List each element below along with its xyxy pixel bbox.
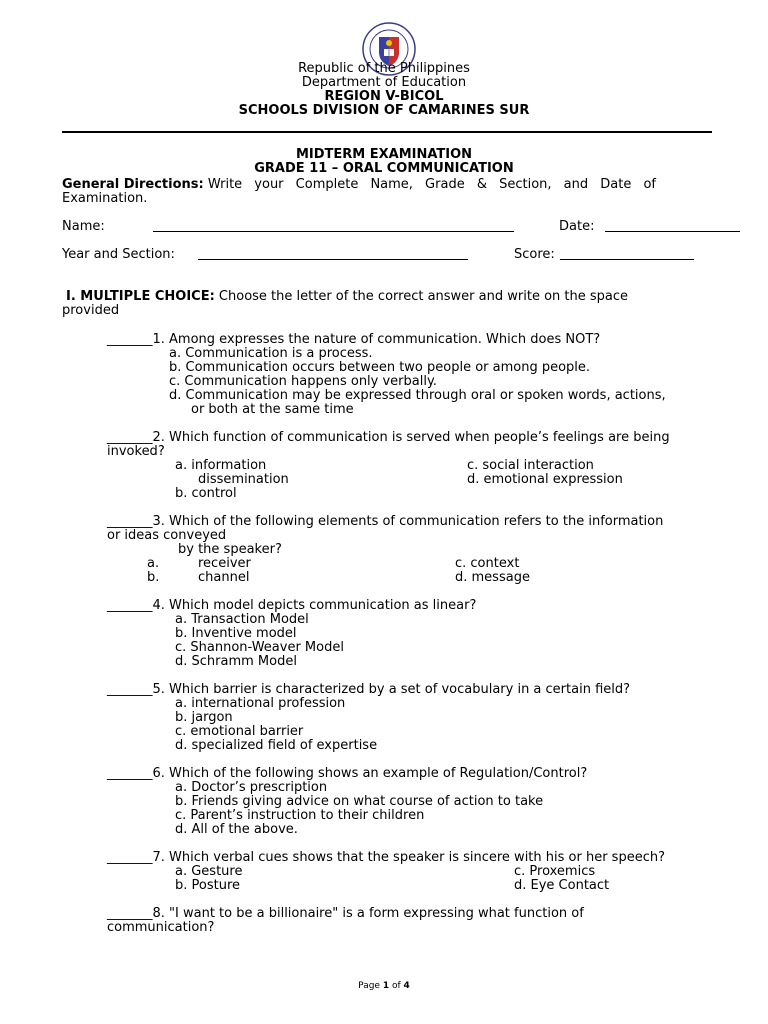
q5-option-a: a. international profession	[175, 696, 346, 711]
answer-blank-5[interactable]: _______	[107, 682, 153, 697]
answer-blank-3[interactable]: _______	[107, 514, 153, 529]
exam-title: MIDTERM EXAMINATION	[295, 147, 473, 162]
section1-instruction-cont: provided	[62, 303, 120, 318]
directions-text: Write your Complete Name, Grade & Section, and Date of	[207, 177, 656, 192]
question-2-stem: 2. Which function of communication is served when people’s feelings are being	[152, 430, 670, 445]
q1-option-d-cont: or both at the same time	[191, 402, 354, 417]
year-section-label: Year and Section:	[62, 247, 175, 262]
question-4-stem: 4. Which model depicts communication as linear?	[152, 598, 477, 613]
score-field[interactable]	[560, 248, 694, 260]
question-3	[107, 515, 663, 529]
directions-label: General Directions:	[62, 177, 204, 192]
question-3-stem-cont: or ideas conveyed	[107, 528, 227, 543]
answer-blank-2[interactable]: _______	[107, 430, 153, 445]
q1-option-c: c. Communication happens only verbally.	[169, 374, 437, 389]
general-directions	[62, 178, 712, 192]
page-footer	[0, 979, 768, 993]
q4-option-c: c. Shannon-Weaver Model	[175, 640, 344, 655]
question-3-stem-cont2: by the speaker?	[178, 542, 282, 557]
question-8	[107, 907, 584, 921]
question-6	[107, 767, 587, 781]
q1-option-d: d. Communication may be expressed through oral or spoken words, actions,	[169, 388, 666, 403]
page-total: 4	[403, 981, 410, 991]
q3-option-a-letter: a.	[147, 556, 160, 571]
of-word: of	[391, 981, 401, 991]
section1-label: I. MULTIPLE CHOICE:	[66, 289, 215, 304]
date-field[interactable]	[605, 220, 740, 232]
question-4	[107, 599, 476, 613]
question-6-stem: 6. Which of the following shows an example of Regulation/Control?	[152, 766, 588, 781]
answer-blank-8[interactable]: _______	[107, 906, 153, 921]
question-2	[107, 431, 670, 445]
question-5	[107, 683, 630, 697]
date-label: Date:	[559, 219, 595, 234]
q2-option-b: b. control	[175, 486, 237, 501]
page-number: 1	[382, 981, 390, 991]
q2-option-a: a. information	[175, 458, 267, 473]
q3-option-a: receiver	[198, 556, 251, 571]
division-line: SCHOOLS DIVISION OF CAMARINES SUR	[238, 103, 530, 118]
question-7-stem: 7. Which verbal cues shows that the speaker is sincere with his or her speech?	[152, 850, 665, 865]
question-5-stem: 5. Which barrier is characterized by a set of vocabulary in a certain field?	[152, 682, 631, 697]
region-line: REGION V-BICOL	[324, 89, 444, 104]
question-1	[107, 333, 600, 347]
q2-option-c: c. social interaction	[467, 458, 594, 473]
q4-option-d: d. Schramm Model	[175, 654, 297, 669]
q3-option-d: d. message	[455, 570, 530, 585]
question-7	[107, 851, 665, 865]
name-field[interactable]	[153, 220, 514, 232]
q1-option-a: a. Communication is a process.	[169, 346, 373, 361]
department-line: Department of Education	[301, 75, 467, 90]
question-2-stem-cont: invoked?	[107, 444, 165, 459]
q7-option-d: d. Eye Contact	[514, 878, 610, 893]
question-1-stem: 1. Among expresses the nature of communication. Which does NOT?	[152, 332, 601, 347]
q5-option-d: d. specialized field of expertise	[175, 738, 378, 753]
question-3-stem: 3. Which of the following elements of communication refers to the information	[152, 514, 664, 529]
q3-option-b-letter: b.	[147, 570, 160, 585]
q7-option-a: a. Gesture	[175, 864, 243, 879]
q4-option-b: b. Inventive model	[175, 626, 297, 641]
q4-option-a: a. Transaction Model	[175, 612, 309, 627]
answer-blank-7[interactable]: _______	[107, 850, 153, 865]
directions-text-cont: Examination.	[62, 191, 148, 206]
q3-option-b: channel	[198, 570, 250, 585]
q5-option-b: b. jargon	[175, 710, 233, 725]
q2-option-a-cont: dissemination	[198, 472, 289, 487]
page-word: Page	[358, 981, 380, 991]
q6-option-c: c. Parent’s instruction to their children	[175, 808, 425, 823]
q7-option-c: c. Proxemics	[514, 864, 596, 879]
score-label: Score:	[514, 247, 555, 262]
q6-option-a: a. Doctor’s prescription	[175, 780, 328, 795]
name-label: Name:	[62, 219, 105, 234]
q3-option-c: c. context	[455, 556, 520, 571]
section1-instruction: Choose the letter of the correct answer and write on the space	[218, 289, 628, 304]
question-8-stem-cont: communication?	[107, 920, 215, 935]
republic-line: Republic of the Philippines	[298, 61, 470, 76]
q6-option-d: d. All of the above.	[175, 822, 298, 837]
answer-blank-4[interactable]: _______	[107, 598, 153, 613]
q6-option-b: b. Friends giving advice on what course of action to take	[175, 794, 544, 809]
section1-header	[66, 290, 628, 304]
q1-option-b: b. Communication occurs between two people or among people.	[169, 360, 591, 375]
exam-subtitle: GRADE 11 – ORAL COMMUNICATION	[254, 161, 514, 176]
q2-option-d: d. emotional expression	[467, 472, 623, 487]
question-8-stem: 8. "I want to be a billionaire" is a form expressing what function of	[152, 906, 584, 921]
year-section-field[interactable]	[198, 248, 468, 260]
q7-option-b: b. Posture	[175, 878, 241, 893]
q5-option-c: c. emotional barrier	[175, 724, 304, 739]
answer-blank-6[interactable]: _______	[107, 766, 153, 781]
answer-blank-1[interactable]: _______	[107, 332, 153, 347]
header-divider	[62, 131, 712, 133]
